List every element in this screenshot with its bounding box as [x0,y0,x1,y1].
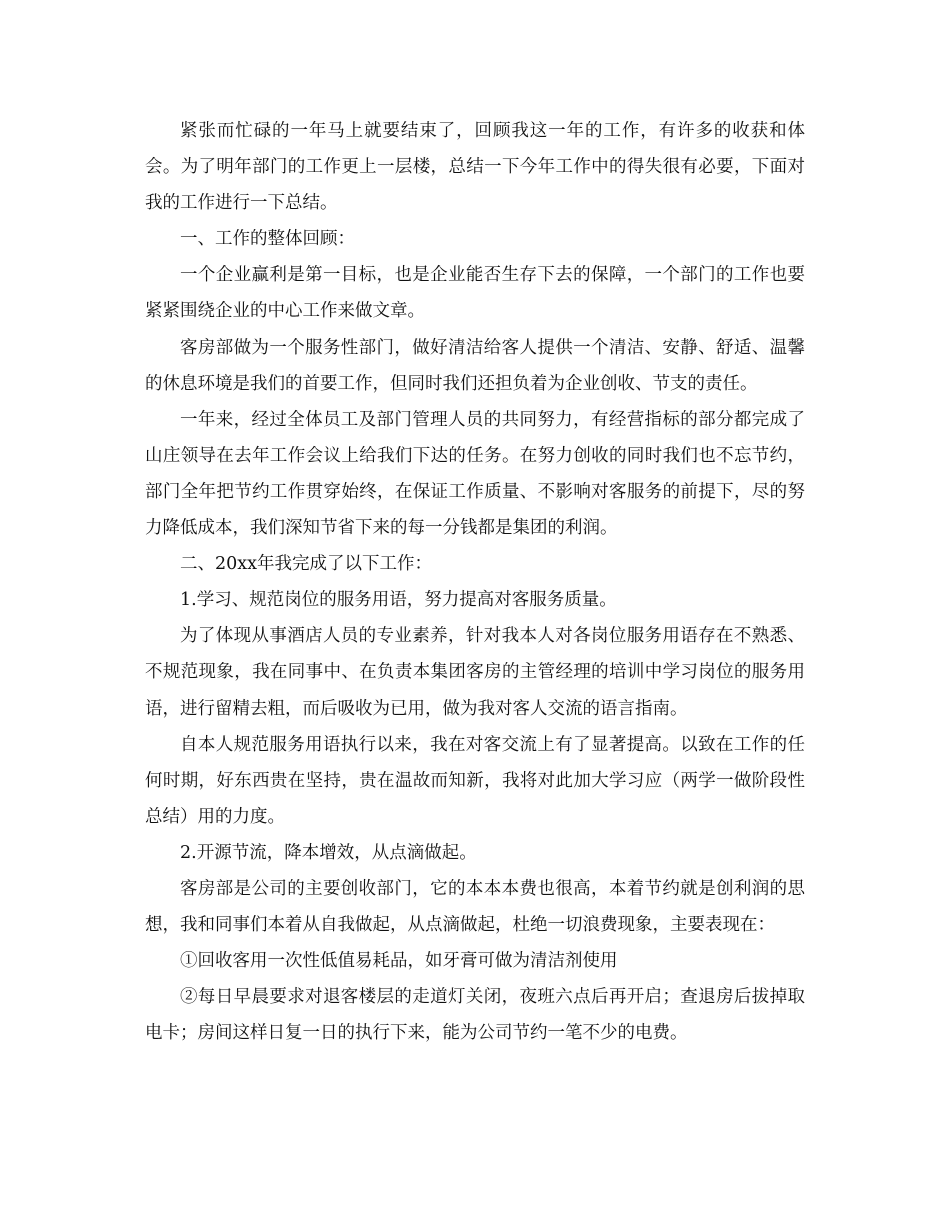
paragraph-cost-saving: 客房部是公司的主要创收部门，它的本本本费也很高，本着节约就是创利润的思想，我和同事们本着从自我做起，从点滴做起，杜绝一切浪费现象，主要表现在： [145,878,805,936]
paragraph-service-language: 为了体现从事酒店人员的专业素养，针对我本人对各岗位服务用语存在不熟悉、不规范现象，我在同事中、在负责本集团客房的主管经理的培训中学习岗位的服务用语，进行留精去粗，而后吸收为已用，做为我对客人交流的语言指南。 [145,626,805,719]
paragraph-intro: 紧张而忙碌的一年马上就要结束了，回顾我这一年的工作，有许多的收获和体会。为了明年部门的工作更上一层楼，总结一下今年工作中的得失很有必要，下面对我的工作进行一下总结。 [145,121,805,214]
item-heading-cost-saving: 2.开源节流，降本增效，从点滴做起。 [180,842,477,863]
section-heading-overall-review: 一、工作的整体回顾： [180,229,355,250]
paragraph-year-review: 一年来，经过全体员工及部门管理人员的共同努力，有经营指标的部分都完成了山庄领导在去年工作会议上给我们下达的任务。在努力创收的同时我们也不忘节约，部门全年把节约工作贯穿始终，在保证工作质量、不影响对客服务的前提下，尽的努力降低成本，我们深知节省下来的每一分钱都是集团的利润。 [145,409,805,539]
paragraph-enterprise-profit: 一个企业赢利是第一目标，也是企业能否生存下去的保障，一个部门的工作也要紧紧围绕企业的中心工作来做文章。 [145,265,805,322]
item-heading-service-language: 1.学习、规范岗位的服务用语，努力提高对客服务质量。 [180,590,617,611]
paragraph-service-improvement: 自本人规范服务用语执行以来，我在对客交流上有了显著提高。以致在工作的任何时期，好东西贵在坚持，贵在温故而知新，我将对此加大学习应（两学一做阶段性总结）用的力度。 [145,734,805,827]
document-body [145,113,805,1051]
list-item-lighting: ②每日早晨要求对退客楼层的走道灯关闭，夜班六点后再开启；查退房后拔掉取电卡；房间这样日复一日的执行下来，能为公司节约一笔不少的电费。 [145,987,805,1044]
section-heading-completed-work: 二、20xx年我完成了以下工作： [180,554,433,575]
paragraph-housekeeping-role: 客房部做为一个服务性部门，做好清洁给客人提供一个清洁、安静、舒适、温馨的休息环境是我们的首要工作，但同时我们还担负着为企业创收、节支的责任。 [145,337,805,394]
list-item-recycle: ①回收客用一次性低值易耗品，如牙膏可做为清洁剂使用 [180,951,618,972]
